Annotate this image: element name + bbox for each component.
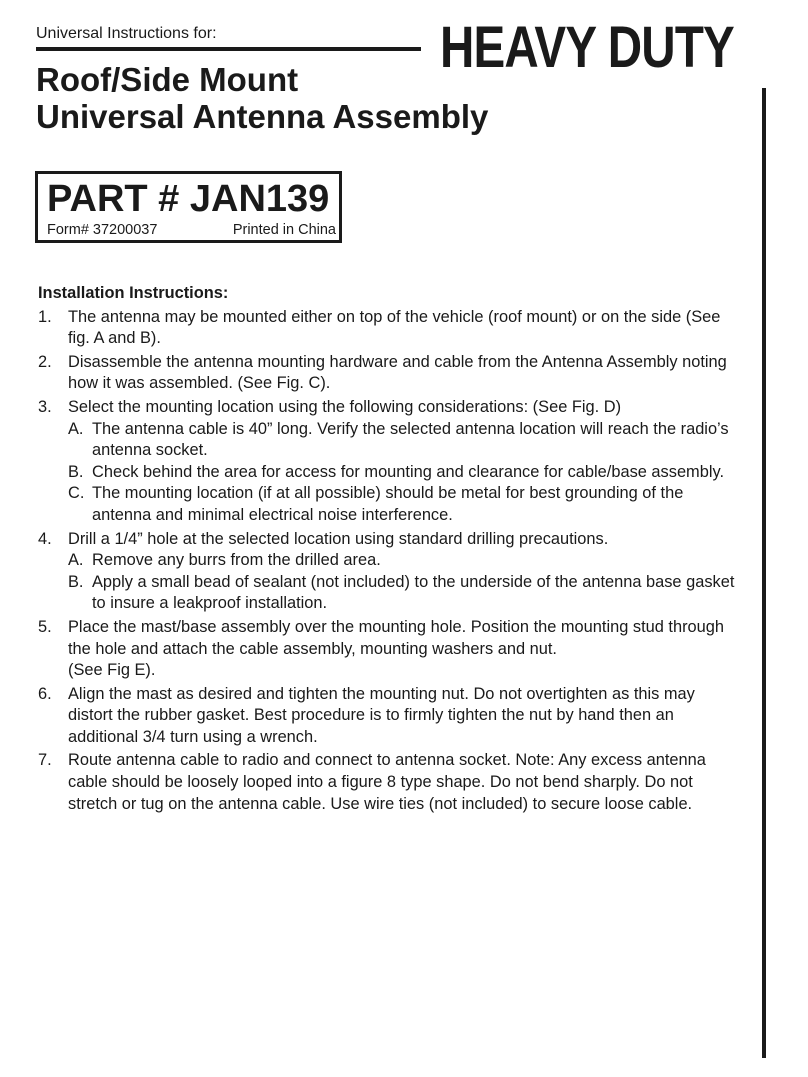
sub-step <box>68 483 738 526</box>
step-number: 7. <box>38 751 52 770</box>
sub-step-text: Check behind the area for access for mounting and clearance for cable/base assembly. <box>92 462 724 481</box>
instructions <box>38 283 738 817</box>
step-text: Route antenna cable to radio and connect to antenna socket. Note: Any excess antenna cable should be loosely looped into a figure 8 type shape. Do not bend sharply. Do not stretch or tug on the antenna cable. Use wire ties (not included) to secure loose cable. <box>68 751 706 813</box>
title-line-2: Universal Antenna Assembly <box>36 98 489 135</box>
step <box>38 750 738 815</box>
printed-in: Printed in China <box>232 222 336 238</box>
sub-step-letter: B. <box>68 462 84 481</box>
step <box>38 307 738 350</box>
step-text: Align the mast as desired and tighten the mounting nut. Do not overtighten as this may distort the rubber gasket. Best procedure is to firmly tighten the nut by hand then an additional 3/4 turn using a wrench. <box>68 684 695 746</box>
step-text: Drill a 1/4” hole at the selected location using standard drilling precautions. <box>68 529 609 548</box>
step-number: 4. <box>38 529 52 548</box>
sub-step-letter: A. <box>68 419 84 438</box>
step-number: 5. <box>38 617 52 636</box>
step-number: 6. <box>38 684 52 703</box>
sub-step <box>68 419 738 462</box>
step-text: Place the mast/base assembly over the mounting hole. Position the mounting stud through the hole and attach the cable assembly, mounting washers and nut. <box>68 617 725 658</box>
brand-logo: HEAVY DUTY <box>440 15 734 80</box>
sub-step-text: The mounting location (if at all possible) should be metal for best grounding of the antenna and minimal electrical noise interference. <box>92 484 684 524</box>
instructions-heading: Installation Instructions: <box>38 284 229 302</box>
sub-step-letter: C. <box>68 484 85 503</box>
step-body <box>68 529 738 615</box>
step-number: 2. <box>38 352 52 371</box>
sub-step-letter: B. <box>68 572 84 591</box>
sub-step-text: Apply a small bead of sealant (not included) to the underside of the antenna base gasket to insure a leakproof installation. <box>92 572 735 613</box>
step-body <box>68 397 738 527</box>
step-text: Disassemble the antenna mounting hardware and cable from the Antenna Assembly noting how it was assembled. (See Fig. C). <box>68 352 727 393</box>
step-number: 1. <box>38 307 52 326</box>
step <box>38 352 738 395</box>
step-text: The antenna may be mounted either on top of the vehicle (roof mount) or on the side (See fig. A and B). <box>68 307 721 348</box>
sub-step <box>68 572 738 615</box>
part-number: PART # JAN139 <box>47 178 330 220</box>
part-box <box>35 171 342 243</box>
vertical-rule <box>762 88 766 1058</box>
eyebrow-text: Universal Instructions for: <box>36 25 217 42</box>
sub-step <box>68 550 738 572</box>
sub-step-letter: A. <box>68 551 84 570</box>
step-number: 3. <box>38 397 52 416</box>
sub-step-text: Remove any burrs from the drilled area. <box>92 551 381 570</box>
step <box>38 684 738 749</box>
step <box>38 397 738 527</box>
step <box>38 529 738 615</box>
sub-step-text: The antenna cable is 40” long. Verify the selected antenna location will reach the radio’s antenna socket. <box>92 419 729 460</box>
form-number: Form# 37200037 <box>47 222 158 238</box>
sub-step <box>68 462 738 484</box>
step <box>38 617 738 682</box>
page-title <box>36 61 488 135</box>
title-line-1: Roof/Side Mount <box>36 61 299 98</box>
eyebrow-rule <box>36 47 421 51</box>
step-text: Select the mounting location using the following considerations: (See Fig. D) <box>68 397 622 416</box>
step-text-reference: (See Fig E). <box>68 661 156 680</box>
step-body <box>68 617 738 682</box>
